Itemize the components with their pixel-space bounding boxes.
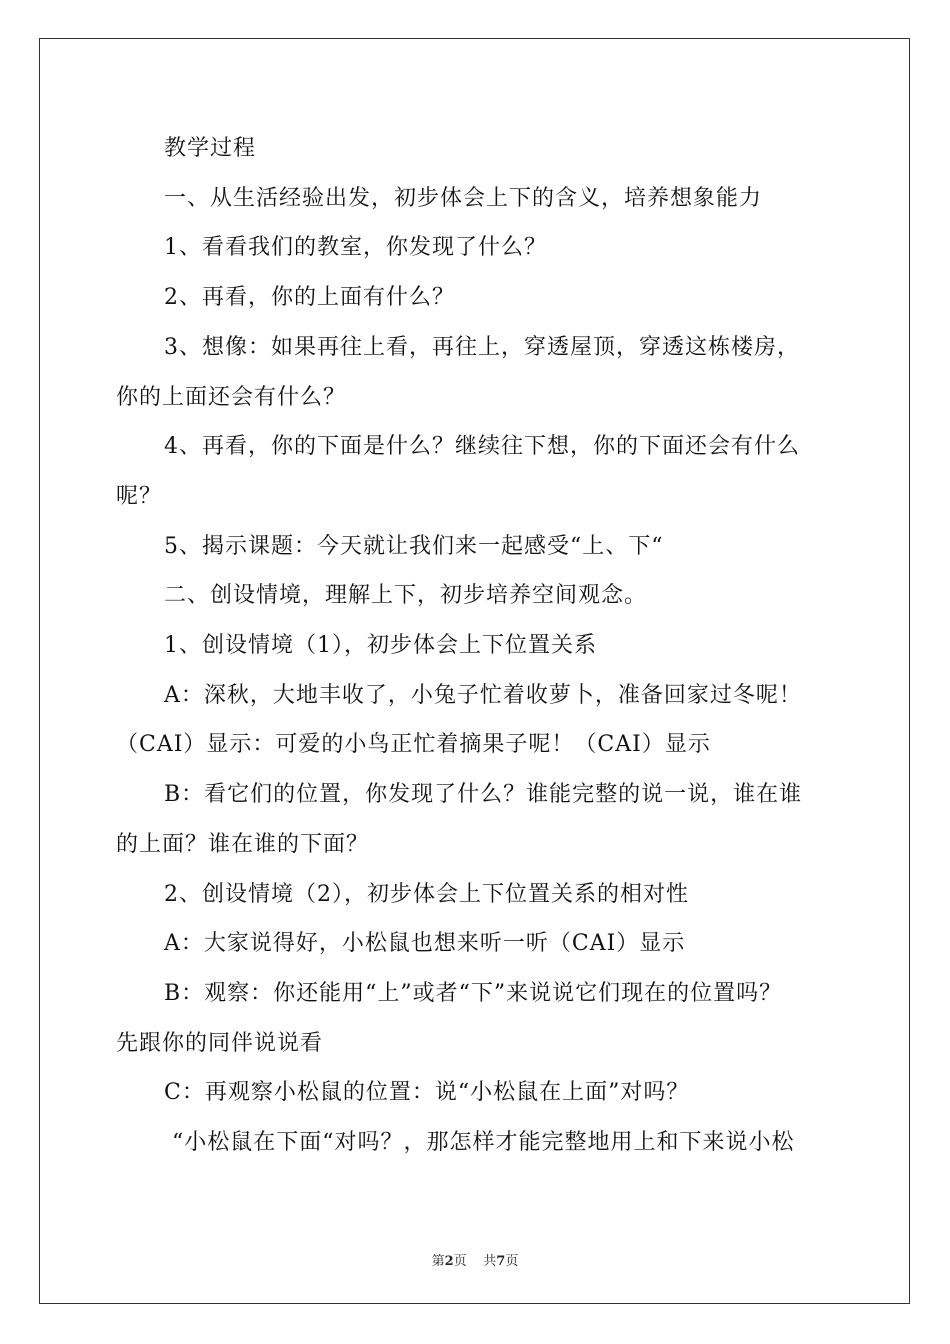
- paragraph-line: “小松鼠在下面“对吗？，那怎样才能完整地用上和下来说小松: [172, 1130, 795, 1156]
- page-footer: [0, 1250, 950, 1269]
- paragraph-line: 2、再看，你的上面有什么？: [164, 285, 455, 311]
- paragraph-line: 4、再看，你的下面是什么？继续往下想，你的下面还会有什么: [164, 434, 800, 460]
- paragraph-line: C：再观察小松鼠的位置：说“小松鼠在上面”对吗？: [164, 1080, 690, 1106]
- paragraph-line: B：观察：你还能用“上”或者“下”来说说它们现在的位置吗？: [164, 980, 783, 1006]
- paragraph-line: 一、从生活经验出发，初步体会上下的含义，培养想象能力: [164, 185, 763, 211]
- paragraph-line: A：深秋，大地丰收了，小兔子忙着收萝卜，准备回家过冬呢！: [164, 682, 802, 708]
- page-suffix: 页: [453, 1254, 467, 1269]
- total-suffix: 页: [505, 1254, 519, 1269]
- paragraph-line: 你的上面还会有什么？: [116, 384, 347, 410]
- paragraph-line: 1、创设情境（1），初步体会上下位置关系: [164, 633, 597, 659]
- paragraph-line: （CAI）显示：可爱的小鸟正忙着摘果子呢！（CAI）显示: [116, 732, 711, 758]
- paragraph-line: B：看它们的位置，你发现了什么？谁能完整的说一说，谁在谁: [164, 782, 803, 808]
- total-pages: 7: [496, 1254, 506, 1269]
- page-prefix: 第: [431, 1254, 445, 1269]
- page-number: 2: [444, 1254, 454, 1269]
- paragraph-line: 教学过程: [164, 136, 257, 161]
- paragraph-line: 1、看看我们的教室，你发现了什么？: [164, 235, 547, 261]
- total-prefix: 共: [483, 1254, 497, 1269]
- paragraph-line: A：大家说得好，小松鼠也想来听一听（CAI）显示: [164, 931, 686, 957]
- paragraph-line: 二、创设情境，理解上下，初步培养空间观念。: [164, 583, 648, 609]
- paragraph-line: 2、创设情境（2），初步体会上下位置关系的相对性: [164, 881, 689, 907]
- document-body: [116, 124, 838, 1168]
- paragraph-line: 的上面？谁在谁的下面？: [116, 831, 370, 857]
- paragraph-line: 3、想像：如果再往上看，再往上，穿透屋顶，穿透这栋楼房，: [164, 334, 800, 360]
- paragraph-line: 先跟你的同伴说说看: [116, 1030, 324, 1056]
- paragraph-line: 5、揭示课题：今天就让我们来一起感受“上、下“: [164, 533, 664, 559]
- paragraph-line: 呢？: [116, 483, 163, 509]
